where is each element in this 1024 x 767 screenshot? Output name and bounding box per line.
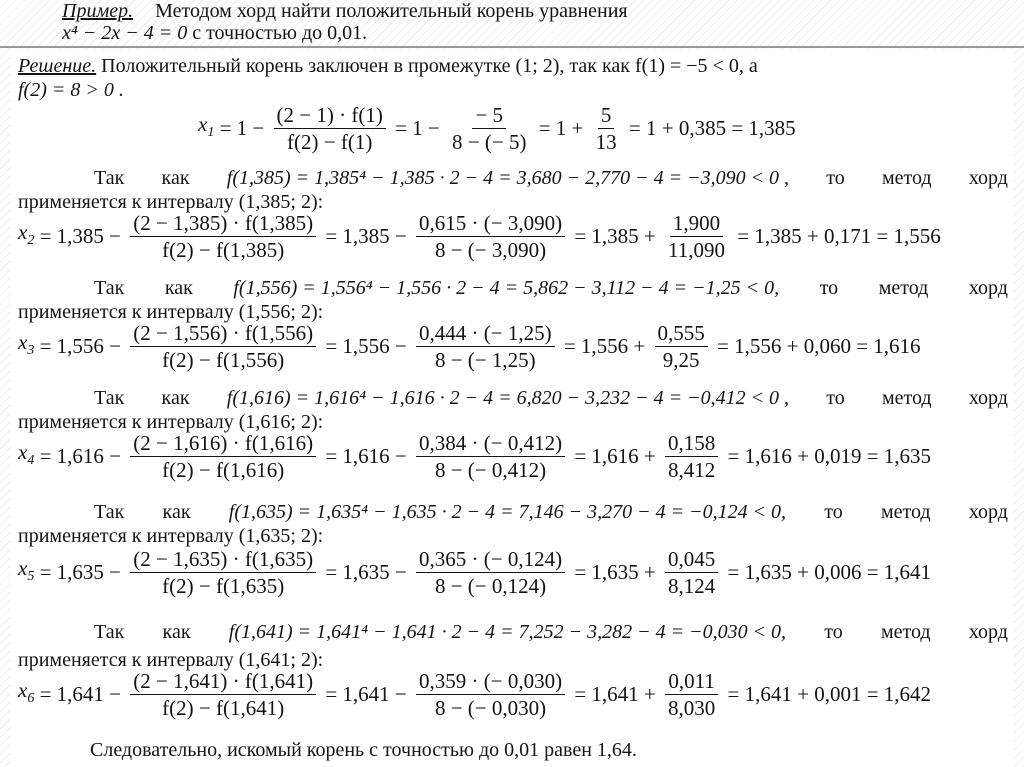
fraction-numerator: 0,045: [665, 547, 718, 573]
check-word: хорд: [968, 501, 1008, 523]
iteration-mid-2: = 1,635 +: [574, 560, 656, 584]
fraction-denominator: f(2) − f(1,616): [162, 458, 285, 482]
iteration-fraction-2: [416, 547, 565, 598]
solution-sheet: [10, 49, 1014, 767]
fraction-numerator: 5: [598, 103, 615, 129]
fraction-numerator: 0,444 · (− 1,25): [416, 321, 555, 347]
check-word: Так: [94, 277, 125, 299]
iteration-formula: [18, 431, 931, 482]
iteration-mid-1: = 1,641 −: [325, 682, 407, 706]
iteration-mid-2: = 1,616 +: [574, 444, 656, 468]
example-text: Методом хорд найти положительный корень уравнения: [155, 0, 628, 22]
solution-line-2: [18, 79, 124, 102]
fraction-denominator: 8,412: [668, 458, 716, 482]
fraction-numerator: 0,158: [665, 431, 718, 457]
check-word: то: [819, 277, 839, 299]
fraction-denominator: f(2) − f(1,635): [162, 574, 285, 598]
fraction-denominator: f(2) − f(1,641): [162, 696, 285, 720]
check-word: Так: [94, 501, 125, 523]
first-step-fraction-1: [274, 103, 386, 154]
fraction-denominator: 11,090: [668, 238, 726, 262]
iteration-var: $x_4$: [18, 439, 35, 469]
fraction-denominator: f(2) − f(1,556): [162, 348, 285, 372]
first-step-fraction-2: [449, 103, 529, 154]
fraction-denominator: 8 − (− 0,030): [434, 696, 547, 720]
iteration-mid-1: = 1,616 −: [325, 444, 407, 468]
iteration-lhs: = 1,641 −: [39, 682, 122, 706]
fraction-numerator: (2 − 1) · f(1): [274, 103, 386, 129]
fraction-numerator: 0,384 · (− 0,412): [416, 431, 565, 457]
check-word: хорд: [968, 387, 1008, 409]
solution-f2: f(2) = 8 > 0 .: [18, 79, 124, 101]
applies-line: применяется к интервалу (1,616; 2):: [18, 411, 324, 433]
applies-line: применяется к интервалу (1,385; 2):: [18, 191, 324, 213]
iteration-fraction-3: [655, 321, 708, 372]
check-word: как: [161, 167, 190, 189]
check-word: как: [164, 277, 193, 299]
example-line-2: [62, 22, 962, 44]
check-word: хорд: [968, 167, 1008, 189]
check-word: метод: [878, 277, 929, 299]
iteration-fraction-2: [416, 431, 565, 482]
iteration-fraction-3: [665, 547, 718, 598]
check-word: метод: [880, 501, 931, 523]
fraction-numerator: 0,615 · (− 3,090): [416, 211, 565, 237]
example-equation: x⁴ − 2x − 4 = 0: [62, 22, 188, 44]
fraction-numerator: 0,359 · (− 0,030): [416, 669, 565, 695]
iteration-mid-1: = 1,556 −: [325, 334, 407, 358]
first-step-lhs: = 1 −: [219, 116, 265, 140]
iteration-tail: = 1,641 + 0,001 = 1,642: [727, 682, 932, 706]
check-expression: f(1,556) = 1,556⁴ − 1,556 · 2 − 4 = 5,862 − 3,112 − 4 = −1,25 < 0,: [233, 277, 780, 299]
check-word: Так: [94, 387, 125, 409]
check-expression: f(1,616) = 1,616⁴ − 1,616 · 2 − 4 = 6,820 − 3,232 − 4 = −0,412 < 0 ,: [226, 387, 790, 409]
applies-line: применяется к интервалу (1,556; 2):: [18, 301, 324, 323]
fraction-numerator: − 5: [472, 103, 506, 129]
fraction-numerator: 0,365 · (− 0,124): [416, 547, 565, 573]
iteration-lhs: = 1,616 −: [39, 444, 122, 468]
iteration-tail: = 1,635 + 0,006 = 1,641: [727, 560, 932, 584]
iteration-var: $x_3$: [18, 329, 35, 359]
iteration-mid-2: = 1,385 +: [574, 224, 656, 248]
iteration-fraction-1: [130, 321, 316, 372]
iteration-mid-1: = 1,385 −: [325, 224, 407, 248]
check-expression: f(1,385) = 1,385⁴ − 1,385 · 2 − 4 = 3,680 − 2,770 − 4 = −3,090 < 0 ,: [226, 167, 790, 189]
first-step-var: $x_1$: [198, 111, 215, 141]
iteration-fraction-3: [665, 431, 718, 482]
check-word: как: [162, 621, 191, 643]
solution-label: Решение.: [18, 55, 97, 77]
fraction-numerator: (2 − 1,641) · f(1,641): [130, 669, 316, 695]
check-line: [18, 501, 1008, 524]
fraction-denominator: f(2) − f(1,385): [162, 238, 285, 262]
check-word: Так: [94, 621, 125, 643]
iteration-fraction-2: [416, 669, 565, 720]
check-line: [18, 167, 1008, 190]
fraction-numerator: (2 − 1,635) · f(1,635): [130, 547, 316, 573]
iteration-mid-2: = 1,556 +: [563, 334, 646, 358]
check-expression: f(1,641) = 1,641⁴ − 1,641 · 2 − 4 = 7,252 − 3,282 − 4 = −0,030 < 0,: [228, 621, 787, 643]
iteration-lhs: = 1,385 −: [39, 224, 122, 248]
iteration-lhs: = 1,635 −: [39, 560, 122, 584]
fraction-numerator: 1,900: [670, 211, 723, 237]
first-step-formula: [198, 103, 796, 154]
iteration-fraction-3: [665, 211, 728, 262]
iteration-var: $x_5$: [18, 555, 35, 585]
iteration-formula: [18, 321, 921, 372]
iteration-fraction-3: [665, 669, 718, 720]
fraction-denominator: 8,124: [668, 574, 716, 598]
check-word: то: [826, 387, 845, 409]
iteration-formula: [18, 211, 941, 262]
fraction-denominator: f(2) − f(1): [287, 130, 373, 154]
check-word: метод: [880, 621, 931, 643]
iteration-tail: = 1,385 + 0,171 = 1,556: [737, 224, 941, 248]
fraction-numerator: (2 − 1,616) · f(1,616): [130, 431, 316, 457]
iteration-fraction-2: [416, 321, 555, 372]
fraction-denominator: 13: [595, 130, 617, 154]
check-line: [18, 277, 1008, 300]
conclusion-text: Следовательно, искомый корень с точностью до 0,01 равен 1,64.: [90, 739, 637, 761]
check-line: [18, 387, 1008, 410]
iteration-mid-1: = 1,635 −: [325, 560, 407, 584]
fraction-denominator: 8 − (− 1,25): [434, 348, 536, 372]
iteration-mid-2: = 1,641 +: [574, 682, 656, 706]
applies-line: применяется к интервалу (1,641; 2):: [18, 649, 324, 671]
iteration-formula: [18, 547, 931, 598]
iteration-tail: = 1,556 + 0,060 = 1,616: [717, 334, 921, 358]
fraction-numerator: 0,555: [655, 321, 708, 347]
fraction-denominator: 8 − (− 0,124): [434, 574, 547, 598]
fraction-denominator: 8 − (− 3,090): [434, 238, 547, 262]
first-step-mid-1: = 1 −: [395, 116, 440, 140]
iteration-fraction-1: [130, 669, 316, 720]
check-word: хорд: [968, 277, 1008, 299]
fraction-denominator: 8,030: [668, 696, 716, 720]
check-word: то: [826, 167, 845, 189]
iteration-var: $x_6$: [18, 677, 35, 707]
check-word: хорд: [968, 621, 1008, 643]
check-expression: f(1,635) = 1,635⁴ − 1,635 · 2 − 4 = 7,146 − 3,270 − 4 = −0,124 < 0,: [228, 501, 787, 523]
iteration-fraction-1: [130, 431, 316, 482]
iteration-fraction-2: [416, 211, 565, 262]
example-line-1: [62, 0, 962, 22]
fraction-denominator: 8 − (− 0,412): [434, 458, 547, 482]
check-word: как: [161, 387, 190, 409]
example-label: Пример.: [62, 0, 134, 22]
iteration-fraction-1: [130, 211, 316, 262]
check-word: то: [824, 501, 843, 523]
iteration-formula: [18, 669, 931, 720]
header-divider: [0, 46, 1024, 48]
fraction-denominator: 8 − (− 5): [452, 130, 527, 154]
applies-line: применяется к интервалу (1,635; 2):: [18, 525, 324, 547]
check-word: как: [162, 501, 191, 523]
iteration-tail: = 1,616 + 0,019 = 1,635: [727, 444, 932, 468]
iteration-var: $x_2$: [18, 219, 35, 249]
fraction-numerator: (2 − 1,385) · f(1,385): [130, 211, 316, 237]
example-precision: с точностью до 0,01.: [192, 22, 368, 44]
solution-line-1: [18, 55, 758, 78]
fraction-numerator: 0,011: [665, 669, 717, 695]
check-line: [18, 621, 1008, 644]
check-word: метод: [881, 167, 932, 189]
check-word: метод: [881, 387, 932, 409]
first-step-mid-2: = 1 +: [538, 116, 584, 140]
first-step-fraction-3: [593, 103, 620, 154]
example-header: [62, 0, 962, 46]
check-word: Так: [94, 167, 125, 189]
first-step-tail: = 1 + 0,385 = 1,385: [628, 116, 796, 140]
fraction-numerator: (2 − 1,556) · f(1,556): [130, 321, 316, 347]
check-word: то: [824, 621, 843, 643]
fraction-denominator: 9,25: [662, 348, 700, 372]
solution-text: Положительный корень заключен в промежутке (1; 2), так как f(1) = −5 < 0, а: [101, 55, 758, 77]
iteration-fraction-1: [130, 547, 316, 598]
iteration-lhs: = 1,556 −: [39, 334, 122, 358]
